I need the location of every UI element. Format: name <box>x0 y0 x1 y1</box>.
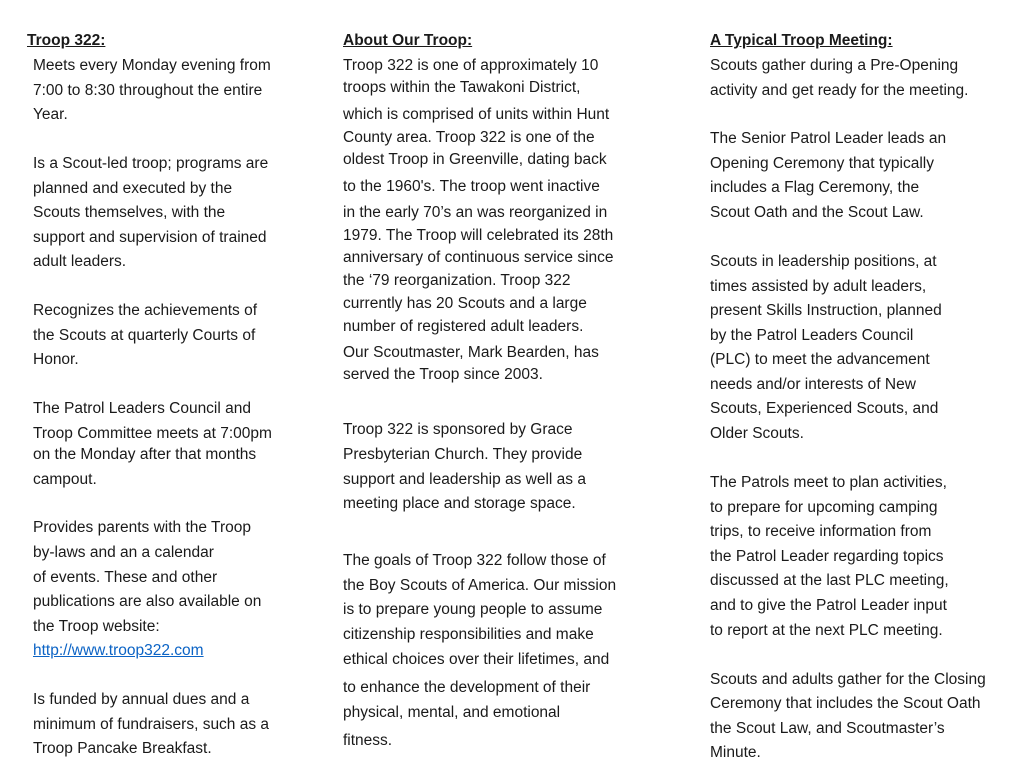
text-line: Provides parents with the Troop <box>33 519 251 536</box>
text-line: Scouts in leadership positions, at <box>710 253 937 270</box>
text-line: in the early 70’s an was reorganized in <box>343 204 608 221</box>
text-line: citizenship responsibilities and make <box>343 626 594 643</box>
text-line: meeting place and storage space. <box>343 495 576 512</box>
text-line: the Patrol Leader regarding topics <box>710 548 944 565</box>
text-line: Troop 322 is sponsored by Grace <box>343 421 573 438</box>
text-line: Troop Pancake Breakfast. <box>33 740 212 757</box>
text-line: the ‘79 reorganization. Troop 322 <box>343 272 571 289</box>
text-line: to prepare for upcoming camping <box>710 499 938 516</box>
text-line: Scouts gather during a Pre-Opening <box>710 57 959 74</box>
text-line: Ceremony that includes the Scout Oath <box>710 695 981 712</box>
text-line: Year. <box>33 106 68 123</box>
text-line: by-laws and an a calendar <box>33 544 214 561</box>
text-line: the Scouts at quarterly Courts of <box>33 327 256 344</box>
text-line: includes a Flag Ceremony, the <box>710 179 920 196</box>
column-troop-322 <box>27 0 333 768</box>
text-line: County area. Troop 322 is one of the <box>343 129 595 146</box>
text-line: the Scout Law, and Scoutmaster’s <box>710 720 945 737</box>
text-line: The Patrols meet to plan activities, <box>710 474 947 491</box>
text-line: The Patrol Leaders Council and <box>33 400 251 417</box>
text-line: Scout Oath and the Scout Law. <box>710 204 924 221</box>
website-link[interactable]: http://www.troop322.com <box>33 642 204 659</box>
text-line: Meets every Monday evening from <box>33 57 271 74</box>
text-line: Presbyterian Church. They provide <box>343 446 583 463</box>
text-line: Our Scoutmaster, Mark Bearden, has <box>343 344 599 361</box>
text-line: ethical choices over their lifetimes, and <box>343 651 610 668</box>
text-line: Older Scouts. <box>710 425 804 442</box>
text-line: physical, mental, and emotional <box>343 704 561 721</box>
text-line: Recognizes the achievements of <box>33 302 258 319</box>
text-line: Scouts and adults gather for the Closing <box>710 671 986 688</box>
text-line: support and supervision of trained <box>33 229 267 246</box>
text-line: and to give the Patrol Leader input <box>710 597 947 614</box>
text-line: Is funded by annual dues and a <box>33 691 250 708</box>
text-line: Minute. <box>710 744 761 761</box>
text-line: support and leadership as well as a <box>343 471 586 488</box>
text-line: discussed at the last PLC meeting, <box>710 572 949 589</box>
text-line: Scouts, Experienced Scouts, and <box>710 400 939 417</box>
text-line: to report at the next PLC meeting. <box>710 622 943 639</box>
text-line: by the Patrol Leaders Council <box>710 327 914 344</box>
text-line: minimum of fundraisers, such as a <box>33 716 270 733</box>
text-line: of events. These and other <box>33 569 218 586</box>
text-line: The goals of Troop 322 follow those of <box>343 552 606 569</box>
text-line: 1979. The Troop will celebrated its 28th <box>343 227 614 244</box>
text-line: to enhance the development of their <box>343 679 591 696</box>
text-line: currently has 20 Scouts and a large <box>343 295 587 312</box>
section-heading: A Typical Troop Meeting: <box>710 32 893 49</box>
text-line: adult leaders. <box>33 253 127 270</box>
text-line: on the Monday after that months <box>33 446 257 463</box>
column-about-our-troop <box>343 0 663 768</box>
text-line: Troop Committee meets at 7:00pm <box>33 425 272 442</box>
text-line: number of registered adult leaders. <box>343 318 584 335</box>
text-line: the Troop website: <box>33 618 160 635</box>
text-line: troops within the Tawakoni District, <box>343 79 581 96</box>
text-line: which is comprised of units within Hunt <box>343 106 610 123</box>
text-line: planned and executed by the <box>33 180 233 197</box>
text-line: Honor. <box>33 351 79 368</box>
column-typical-troop-meeting <box>710 0 1024 768</box>
text-line: fitness. <box>343 732 393 749</box>
text-line: 7:00 to 8:30 throughout the entire <box>33 82 263 99</box>
text-line: campout. <box>33 471 97 488</box>
text-line: Troop 322 is one of approximately 10 <box>343 57 599 74</box>
text-line: served the Troop since 2003. <box>343 366 543 383</box>
text-line: publications are also available on <box>33 593 262 610</box>
text-line: Is a Scout-led troop; programs are <box>33 155 269 172</box>
text-line: anniversary of continuous service since <box>343 249 614 266</box>
text-line: activity and get ready for the meeting. <box>710 82 969 99</box>
text-line: needs and/or interests of New <box>710 376 916 393</box>
text-line: present Skills Instruction, planned <box>710 302 942 319</box>
text-line: Opening Ceremony that typically <box>710 155 935 172</box>
text-line: (PLC) to meet the advancement <box>710 351 930 368</box>
text-line: oldest Troop in Greenville, dating back <box>343 151 607 168</box>
text-line: Scouts themselves, with the <box>33 204 226 221</box>
section-heading: About Our Troop: <box>343 32 473 49</box>
text-line: to the 1960's. The troop went inactive <box>343 178 600 195</box>
text-line: is to prepare young people to assume <box>343 601 603 618</box>
section-heading: Troop 322: <box>27 32 106 49</box>
text-line: times assisted by adult leaders, <box>710 278 927 295</box>
text-line: trips, to receive information from <box>710 523 932 540</box>
text-line: the Boy Scouts of America. Our mission <box>343 577 617 594</box>
text-line: The Senior Patrol Leader leads an <box>710 130 947 147</box>
